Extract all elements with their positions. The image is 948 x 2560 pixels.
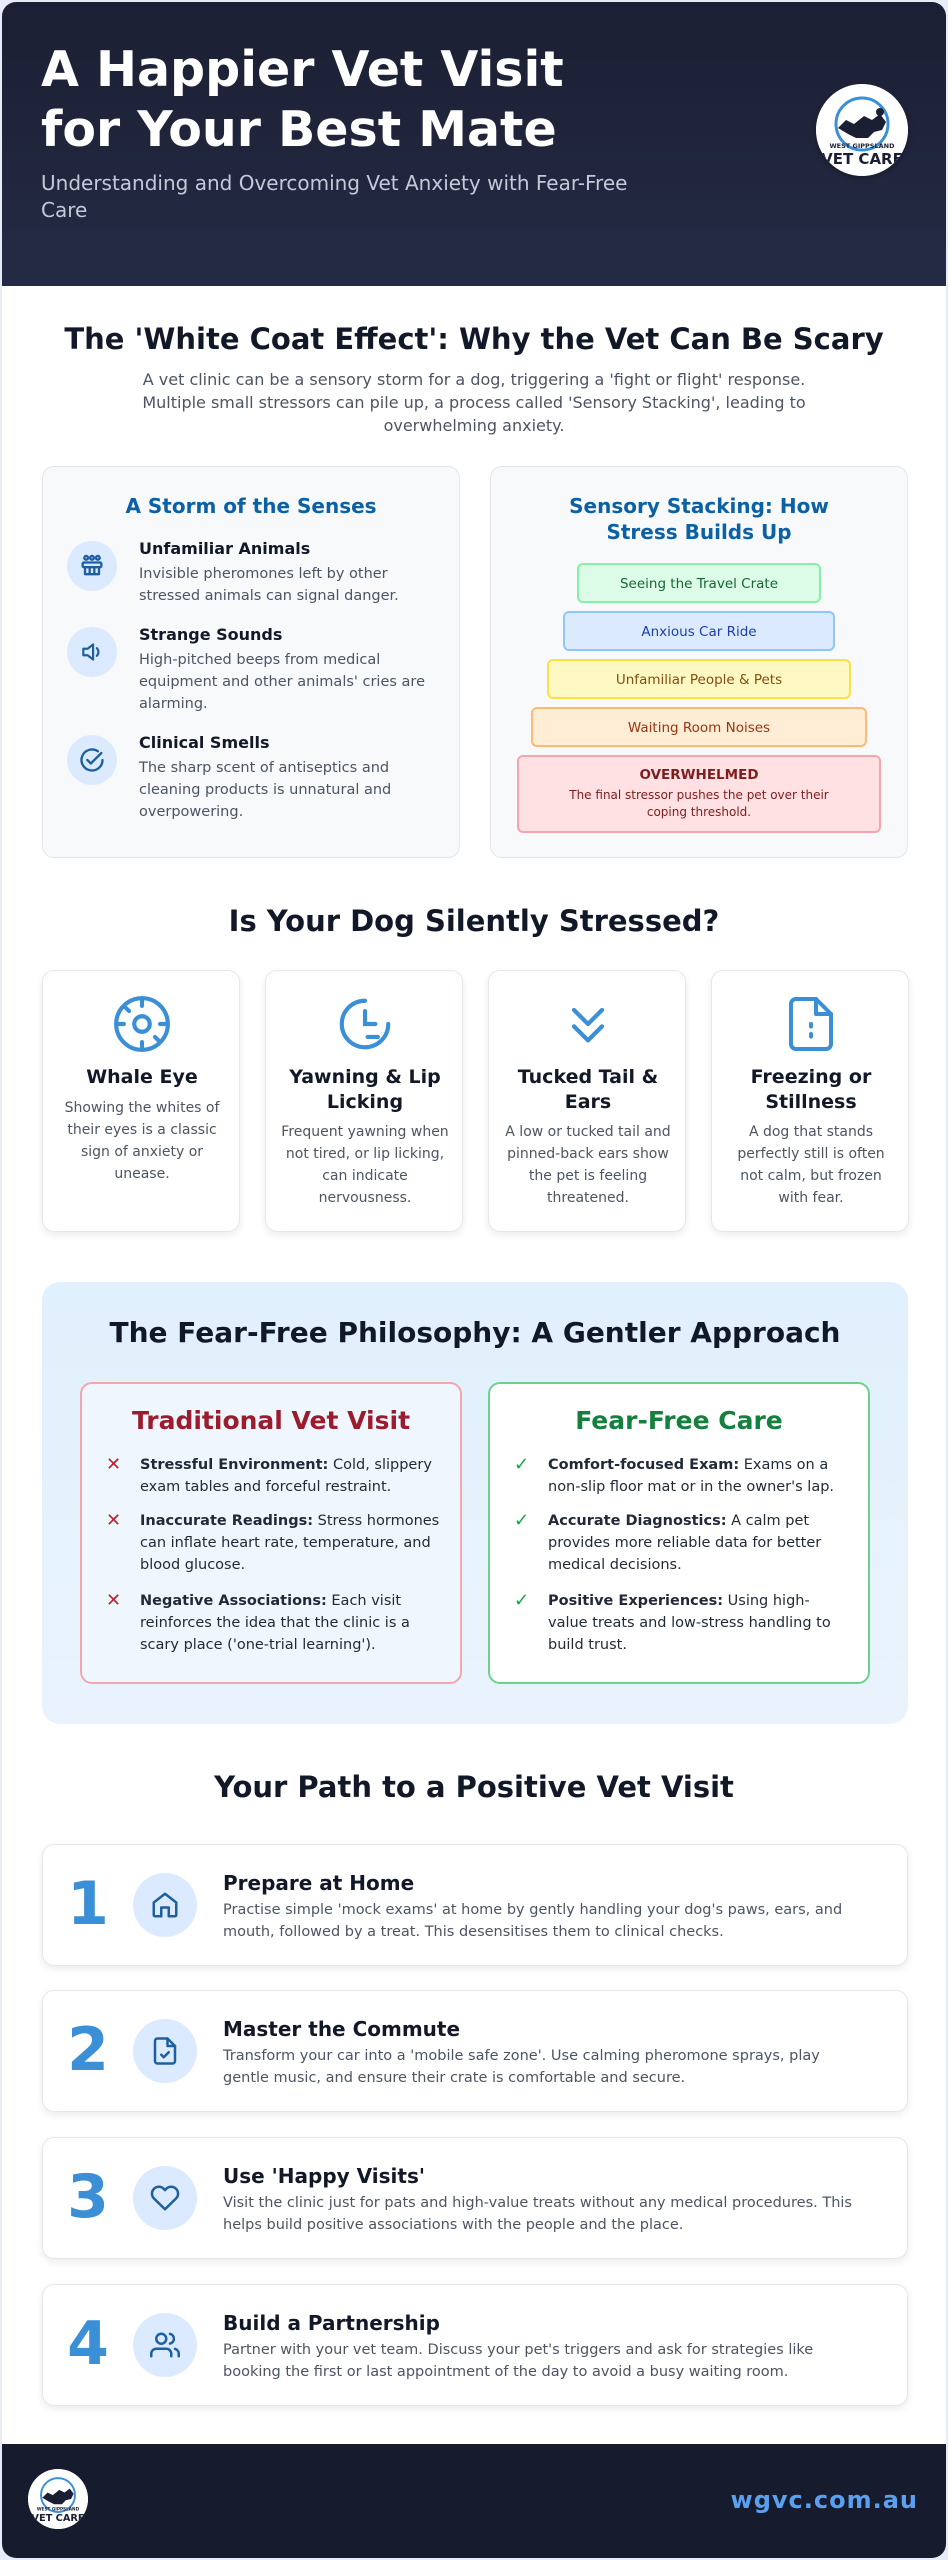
path-step-card: [42, 1990, 908, 2112]
step-text: Transform your car into a 'mobile safe zone'. Use calming pheromone sprays, play gentle music, and ensure their crate is comfortable and secure.: [223, 2048, 820, 2086]
point-heading: Stressful Environment:: [140, 1457, 329, 1473]
step-text: Visit the clinic just for pats and high-value treats without any medical procedures. This helps build positive associations with the people and the place.: [223, 2195, 852, 2233]
point-heading: Accurate Diagnostics:: [548, 1513, 727, 1529]
point-heading: Negative Associations:: [140, 1593, 327, 1609]
overwhelmed-title: OVERWHELMED: [639, 767, 759, 783]
white-coat-title: The 'White Coat Effect': Why the Vet Can Be Scary: [64, 322, 884, 356]
point-heading: Positive Experiences:: [548, 1593, 724, 1609]
sign-title: Whale Eye: [86, 1066, 198, 1088]
sign-title: Tucked Tail & Ears: [517, 1066, 659, 1113]
sense-title: Strange Sounds: [139, 625, 283, 644]
stacking-step: Seeing the Travel Crate: [577, 563, 821, 603]
white-coat-intro: A vet clinic can be a sensory storm for a dog, triggering a 'fight or flight' response. Multiple small stressors can pile up, a process called 'Sensory Stacking', leading to overwhelming anxiety.: [142, 370, 806, 435]
check-circle-icon: [67, 735, 117, 785]
footer-logo-bottom-text: VET CARE: [31, 2513, 85, 2525]
sense-text: Invisible pheromones left by other stressed animals can signal danger.: [139, 566, 399, 604]
home-icon: [133, 1873, 197, 1937]
footer-logo: [28, 2469, 88, 2529]
stacking-title: Sensory Stacking: How Stress Builds Up: [569, 494, 829, 544]
stacking-step: Waiting Room Noises: [531, 707, 867, 747]
clinic-logo: [816, 84, 908, 176]
traditional-title: Traditional Vet Visit: [131, 1406, 411, 1435]
point-text: A calm pet provides more reliable data for better medical decisions.: [548, 1513, 822, 1573]
sense-text: High-pitched beeps from medical equipment and other animals' cries are alarming.: [139, 652, 425, 712]
speaker-icon: [67, 627, 117, 677]
sign-card: [265, 970, 463, 1232]
point-text: Exams on a non-slip floor mat or in the owner's lap.: [548, 1457, 835, 1495]
sensory-stacking-panel: [490, 466, 908, 858]
check-icon: ✓: [514, 1454, 530, 1475]
step-number: 4: [67, 2309, 109, 2379]
users-icon: [133, 2313, 197, 2377]
path-title: Your Path to a Positive Vet Visit: [214, 1770, 734, 1804]
paw-icon: [67, 541, 117, 591]
sign-title: Yawning & Lip Licking: [289, 1066, 441, 1113]
step-title: Prepare at Home: [223, 1871, 415, 1895]
footer-logo-top-text: WEST GIPPSLAND: [36, 2506, 80, 2512]
logo-bottom-text: VET CARE: [821, 150, 903, 168]
step-text: Partner with your vet team. Discuss your pet's triggers and ask for strategies like booking the first or last appointment of the day to avoid a busy waiting room.: [223, 2342, 814, 2380]
cross-icon: ✕: [106, 1454, 122, 1475]
signs-title: Is Your Dog Silently Stressed?: [228, 904, 720, 938]
path-step-card: [42, 2284, 908, 2406]
sign-card: [42, 970, 240, 1232]
hero-header: [2, 2, 946, 286]
sign-card: [488, 970, 686, 1232]
sign-card: [711, 970, 909, 1232]
stacking-step: Anxious Car Ride: [563, 611, 835, 651]
chevrons-down-icon: [553, 989, 623, 1059]
infographic-page: [2, 2, 946, 2558]
storm-of-senses-panel: [42, 466, 460, 858]
path-step-card: [42, 2137, 908, 2259]
step-number: 2: [67, 2015, 109, 2085]
step-number: 3: [67, 2162, 109, 2232]
sign-text: Showing the whites of their eyes is a classic sign of anxiety or unease.: [64, 1100, 220, 1182]
point-heading: Comfort-focused Exam:: [548, 1457, 740, 1473]
document-icon: [776, 989, 846, 1059]
point-text: Cold, slippery exam tables and forceful restraint.: [140, 1457, 432, 1495]
step-number: 1: [67, 1869, 109, 1939]
page-subtitle: Understanding and Overcoming Vet Anxiety with Fear-Free Care: [41, 171, 628, 222]
sign-text: Frequent yawning when not tired, or lip licking, can indicate nervousness.: [281, 1124, 449, 1206]
cross-icon: ✕: [106, 1510, 122, 1531]
path-step-card: [42, 1844, 908, 1966]
stacking-step: Unfamiliar People & Pets: [547, 659, 851, 699]
fear-free-title: Fear-Free Care: [575, 1406, 783, 1435]
point-text: Stress hormones can inflate heart rate, temperature, and blood glucose.: [140, 1513, 440, 1573]
check-icon: ✓: [514, 1590, 530, 1611]
check-icon: ✓: [514, 1510, 530, 1531]
sign-text: A dog that stands perfectly still is often not calm, but frozen with fear.: [737, 1124, 885, 1206]
step-title: Use 'Happy Visits': [223, 2164, 425, 2188]
sense-title: Clinical Smells: [139, 733, 270, 752]
overwhelmed-text: The final stressor pushes the pet over their coping threshold.: [569, 788, 829, 819]
sign-text: A low or tucked tail and pinned-back ears show the pet is feeling threatened.: [505, 1124, 671, 1206]
sign-title: Freezing or Stillness: [750, 1066, 872, 1113]
file-check-icon: [133, 2019, 197, 2083]
traditional-visit-column: [80, 1382, 462, 1684]
clock-icon: [330, 989, 400, 1059]
overwhelmed-box: [517, 755, 881, 833]
sense-title: Unfamiliar Animals: [139, 539, 311, 558]
point-text: Each visit reinforces the idea that the clinic is a scary place ('one-trial learning').: [140, 1593, 410, 1653]
fear-free-column: [488, 1382, 870, 1684]
footer: [2, 2444, 946, 2558]
heart-icon: [133, 2166, 197, 2230]
logo-top-text: WEST GIPPSLAND: [829, 142, 895, 150]
cross-icon: ✕: [106, 1590, 122, 1611]
step-text: Practise simple 'mock exams' at home by gently handling your dog's paws, ears, and mouth, followed by a treat. This desensitises them to clinical checks.: [223, 1902, 843, 1940]
storm-title: A Storm of the Senses: [125, 494, 377, 518]
website-link[interactable]: wgvc.com.au: [730, 2486, 918, 2514]
point-heading: Inaccurate Readings:: [140, 1513, 314, 1529]
step-title: Build a Partnership: [223, 2311, 440, 2335]
step-title: Master the Commute: [223, 2017, 461, 2041]
fear-free-philosophy-section: [42, 1282, 908, 1724]
target-eye-icon: [107, 989, 177, 1059]
philosophy-title: The Fear-Free Philosophy: A Gentler Approach: [109, 1316, 841, 1349]
page-title: A Happier Vet Visit for Your Best Mate: [41, 41, 564, 158]
point-text: Using high-value treats and low-stress handling to build trust.: [548, 1593, 831, 1653]
sense-text: The sharp scent of antiseptics and cleaning products is unnatural and overpowering.: [139, 760, 392, 820]
